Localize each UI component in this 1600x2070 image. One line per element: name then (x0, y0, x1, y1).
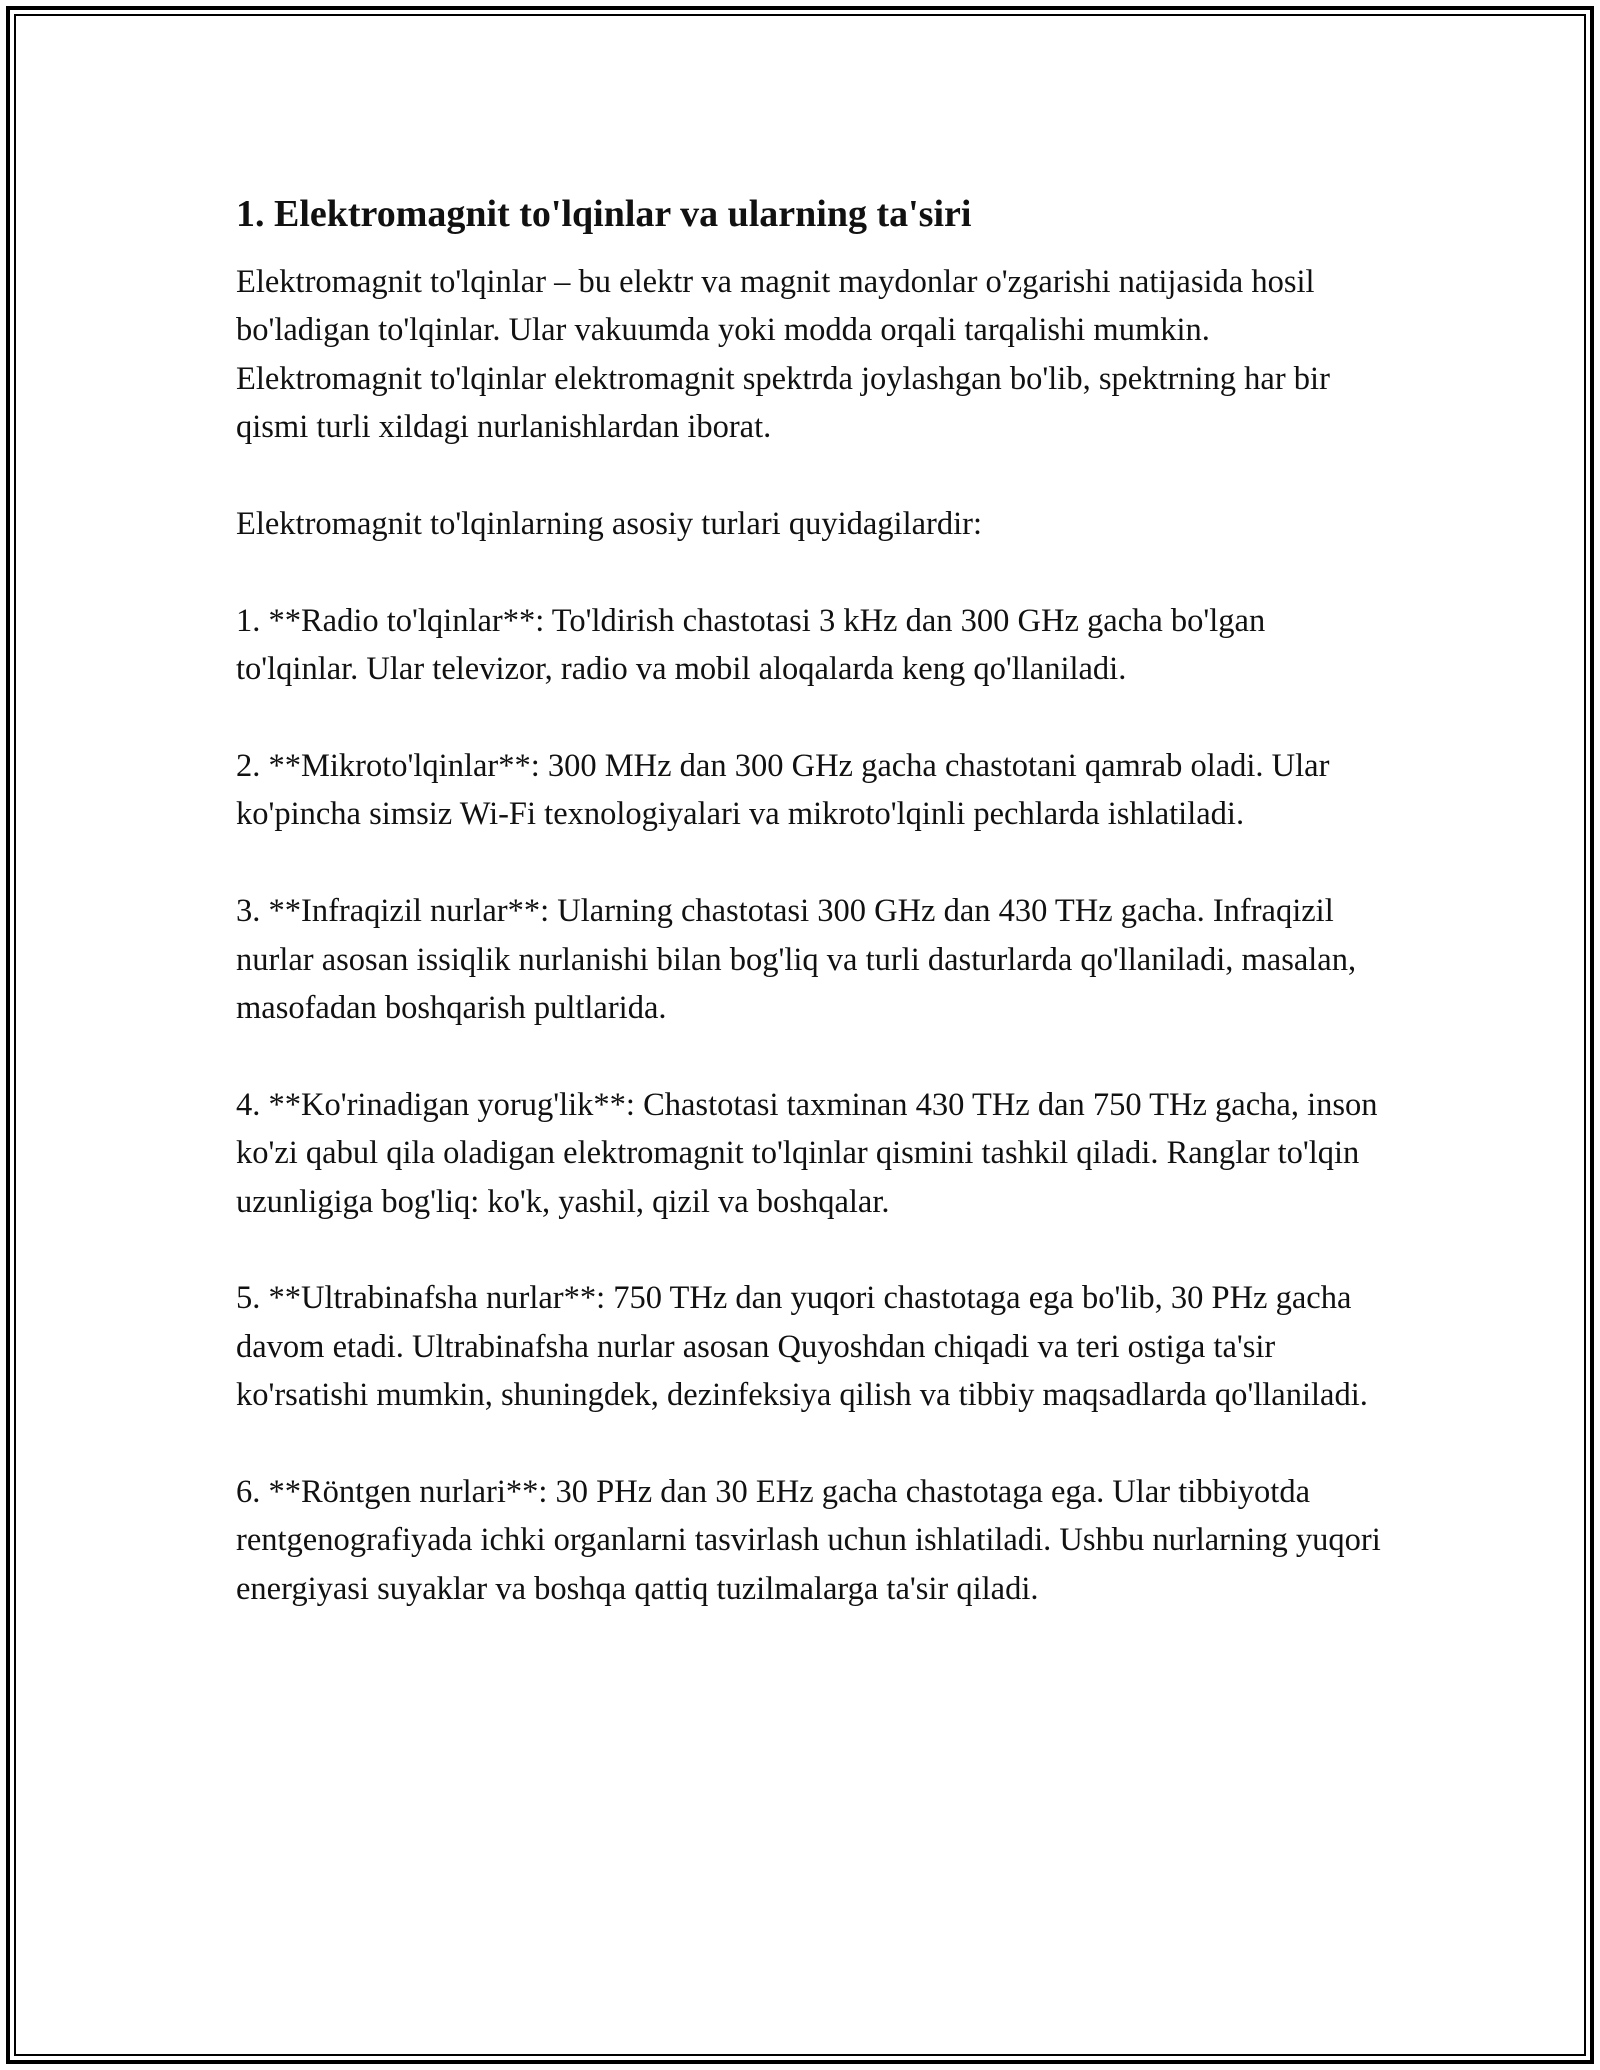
list-item-visible-light: 4. **Ko'rinadigan yorug'lik**: Chastotasi taxminan 430 THz dan 750 THz gacha, inson ko'zi qabul qila oladigan elektromagnit to'lqinlar qismini tashkil qiladi. Ranglar to'lqin uzunligiga bog'liq: ko'k, yashil, qizil va boshqalar. (236, 1086, 1378, 1220)
list-item-radio-waves: 1. **Radio to'lqinlar**: To'ldirish chastotasi 3 kHz dan 300 GHz gacha bo'lgan to'lqinlar. Ular televizor, radio va mobil aloqalarda keng qo'llaniladi. (236, 602, 1266, 688)
types-intro-paragraph: Elektromagnit to'lqinlarning asosiy turlari quyidagilardir: (236, 506, 982, 543)
list-item-microwaves: 2. **Mikroto'lqinlar**: 300 MHz dan 300 GHz gacha chastotani qamrab oladi. Ular ko'pincha simsiz Wi-Fi texnologiyalari va mikroto'lqinli pechlarda ishlatiladi. (236, 748, 1330, 833)
list-item-ultraviolet: 5. **Ultrabinafsha nurlar**: 750 THz dan yuqori chastotaga ega bo'lib, 30 PHz gacha davom etadi. Ultrabinafsha nurlar asosan Quyoshdan chiqadi va teri ostiga ta'sir ko'rsatishi mumkin, shuningdek, dezinfeksiya qilish va tibbiy maqsadlarda qo'llaniladi. (236, 1280, 1368, 1414)
intro-paragraph: Elektromagnit to'lqinlar – bu elektr va magnit maydonlar o'zgarishi natijasida hosil bo'ladigan to'lqinlar. Ular vakuumda yoki modda orqali tarqalishi mumkin. Elektromagnit to'lqinlar elektromagnit spektrda joylashgan bo'lib, spektrning har bir qismi turli xildagi nurlanishlardan iborat. (236, 264, 1330, 446)
document-body (236, 186, 1386, 1662)
document-title: 1. Elektromagnit to'lqinlar va ularning ta'siri (236, 193, 972, 235)
list-item-x-rays: 6. **Röntgen nurlari**: 30 PHz dan 30 EHz gacha chastotaga ega. Ular tibbiyotda rentgenografiyada ichki organlarni tasvirlash uchun ishlatiladi. Ushbu nurlarning yuqori energiyasi suyaklar va boshqa qattiq tuzilmalarga ta'sir qiladi. (236, 1474, 1381, 1607)
list-item-infrared: 3. **Infraqizil nurlar**: Ularning chastotasi 300 GHz dan 430 THz gacha. Infraqizil nurlar asosan issiqlik nurlanishi bilan bog'liq va turli dasturlarda qo'llaniladi, masalan, masofadan boshqarish pultlarida. (236, 893, 1357, 1027)
